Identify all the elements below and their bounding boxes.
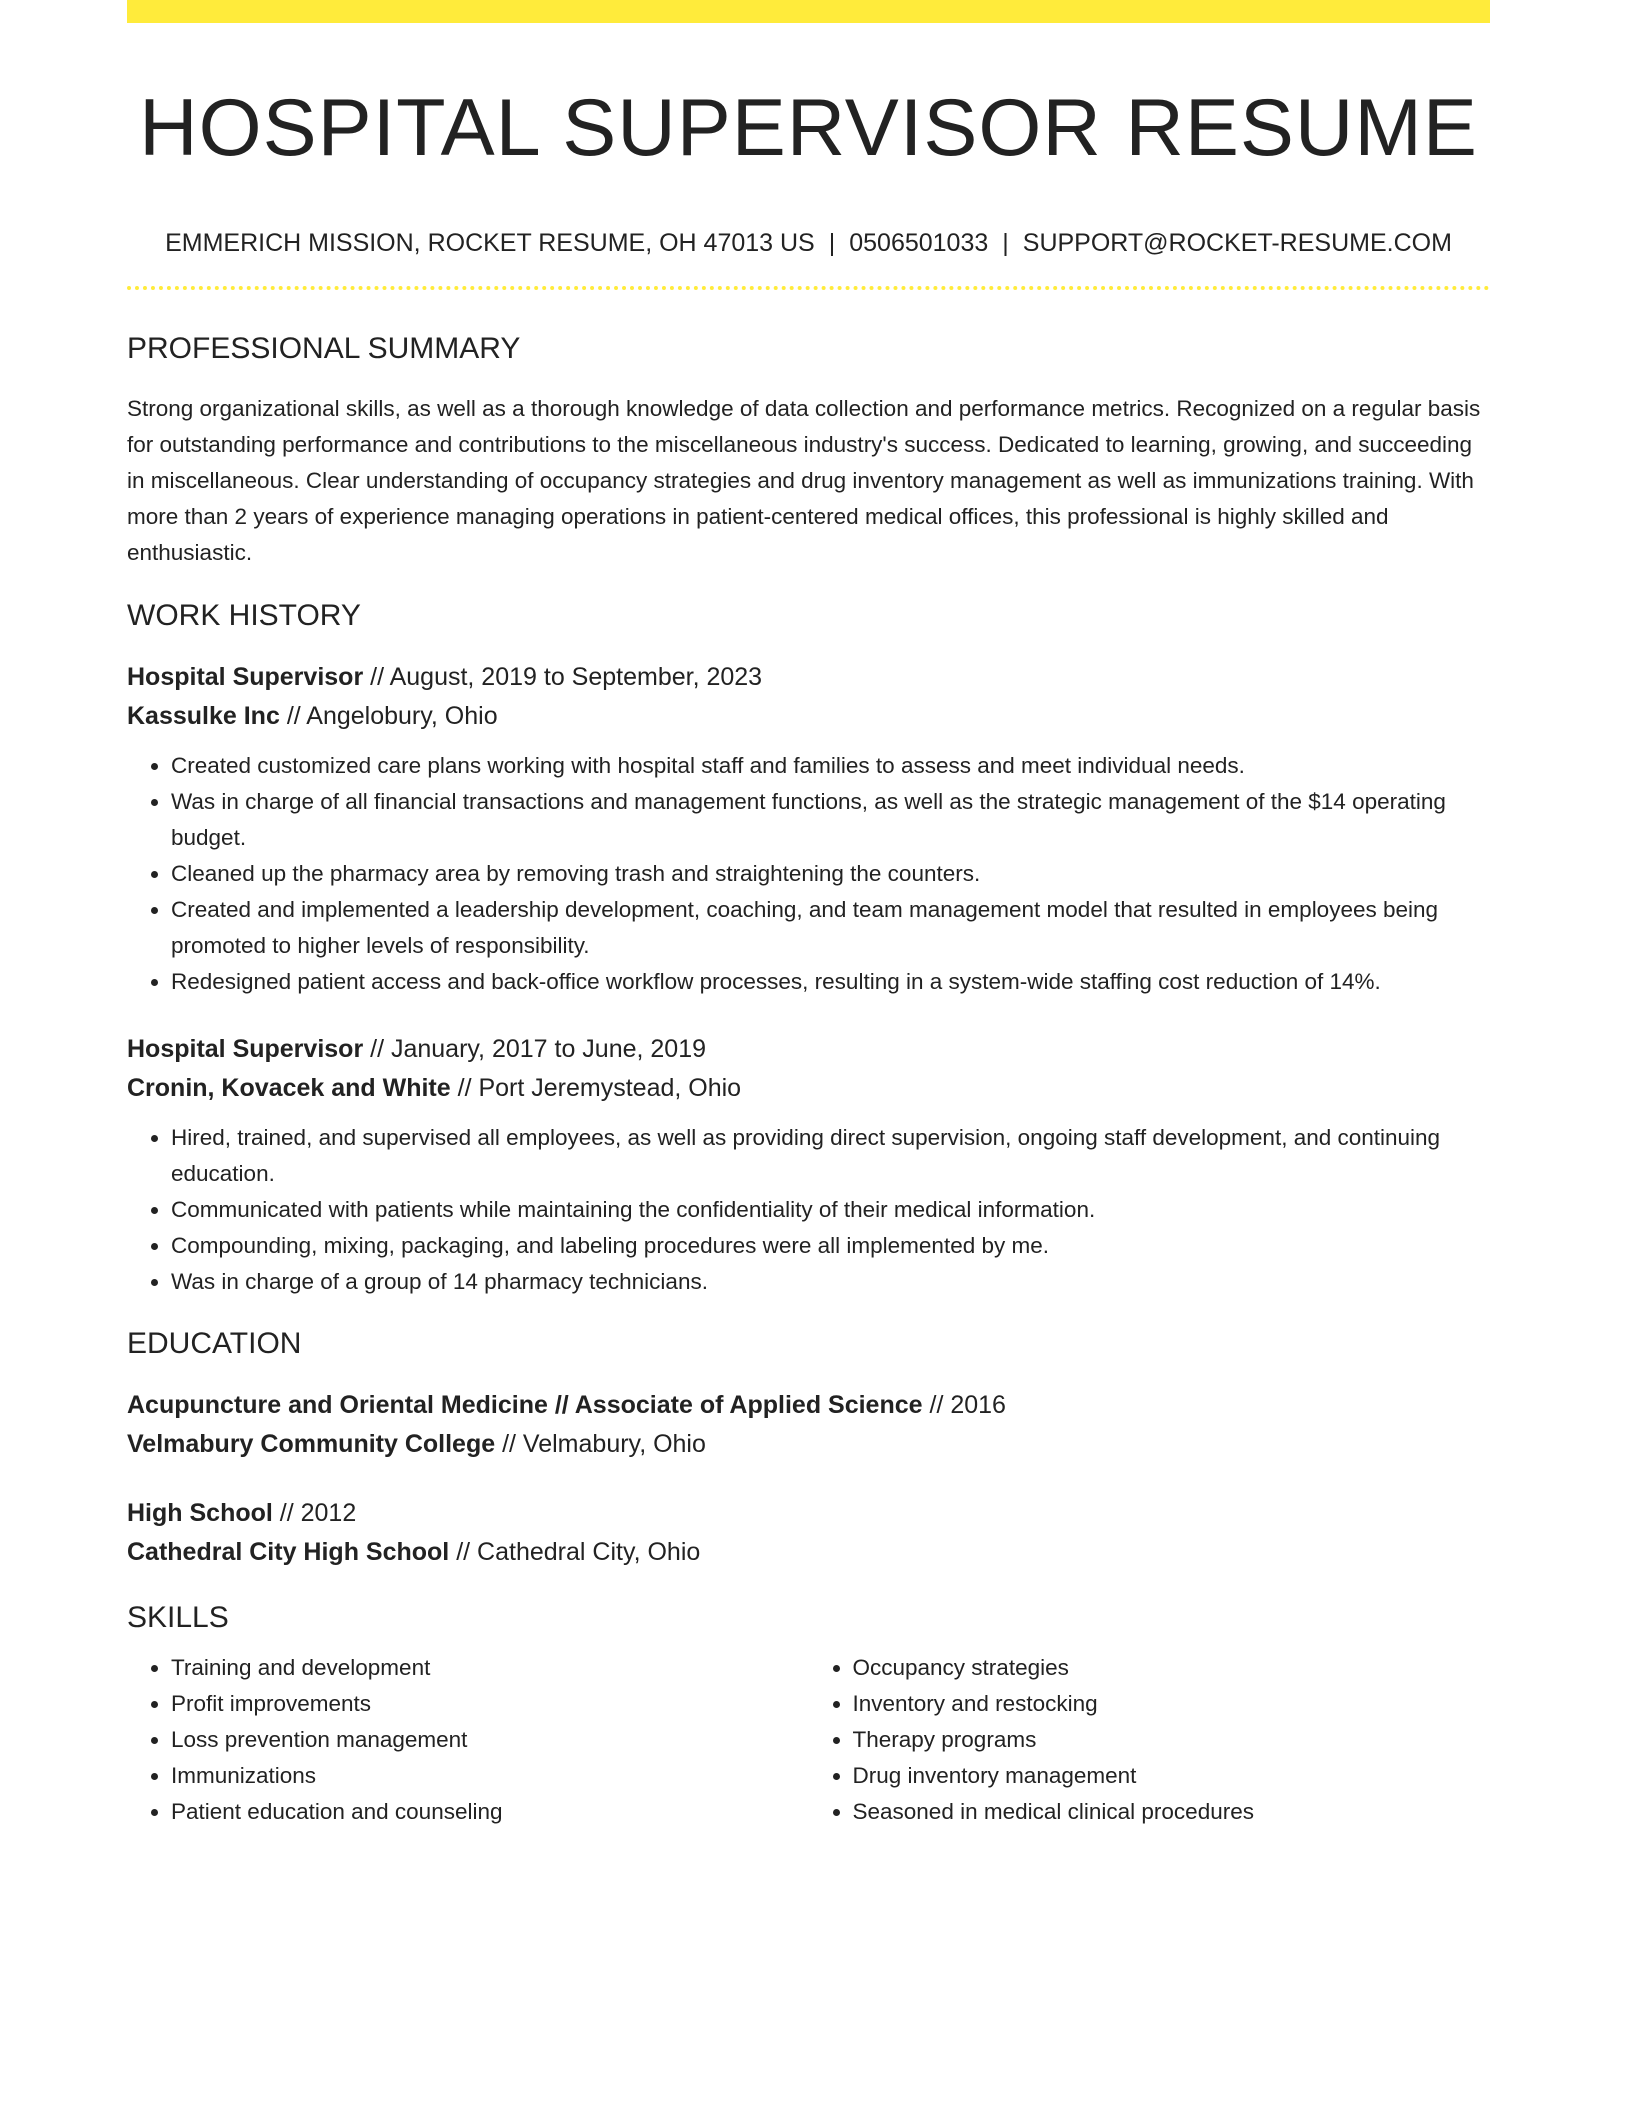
skill-item: • Loss prevention management [171,1722,809,1758]
skills-list-right [809,1650,1491,1830]
education-school: Velmabury Community College [127,1430,496,1458]
skill-item: • Drug inventory management [853,1758,1491,1794]
job-company: Kassulke Inc [127,702,280,730]
education-degree-line [127,1386,1490,1425]
education-degree-line [127,1494,1490,1533]
education-entry [127,1386,1490,1464]
resume-title: HOSPITAL SUPERVISOR RESUME [139,83,1478,173]
job-entry [127,658,1490,1000]
job-title-line [127,1030,1490,1069]
education-entry [127,1494,1490,1572]
skill-item: • Inventory and restocking [853,1686,1491,1722]
work-history-heading: WORK HISTORY [127,599,361,632]
job-bullet: • Hired, trained, and supervised all employees, as well as providing direct supervision, ongoing staff development, and continuing education. [171,1120,1490,1192]
job-title: Hospital Supervisor [127,1035,364,1063]
skills-columns [127,1650,1490,1830]
skill-item: • Training and development [171,1650,809,1686]
summary-text: Strong organizational skills, as well as a thorough knowledge of data collection and performance metrics. Recognized on a regular basis for outstanding performance and contributions to the miscellaneous industry's success. Dedicated to learning, growing, and succeeding in miscellaneous. Clear understanding of occupancy strategies and drug inventory management as well as immunizations training. With more than 2 years of experience managing operations in patient-centered medical offices, this professional is highly skilled and enthusiastic. [127,396,1481,565]
skills-heading: SKILLS [127,1601,229,1634]
job-bullet: • Cleaned up the pharmacy area by removing trash and straightening the counters. [171,856,1490,892]
education-school-line [127,1533,1490,1572]
skill-item: • Occupancy strategies [853,1650,1491,1686]
job-bullet: • Created and implemented a leadership development, coaching, and team management model that resulted in employees being promoted to higher levels of responsibility. [171,892,1490,964]
contact-separator: | [1002,229,1009,257]
education-school: Cathedral City High School [127,1538,450,1566]
education-location: // Cathedral City, Ohio [456,1538,701,1566]
job-location: // Angelobury, Ohio [286,702,498,730]
job-title: Hospital Supervisor [127,663,364,691]
skill-item: • Therapy programs [853,1722,1491,1758]
education-degree: High School [127,1499,273,1527]
job-company-line [127,1069,1490,1108]
job-company: Cronin, Kovacek and White [127,1074,451,1102]
job-entry [127,1030,1490,1300]
job-bullet: • Compounding, mixing, packaging, and labeling procedures were all implemented by me. [171,1228,1490,1264]
job-bullets [127,1120,1490,1300]
job-bullets [127,748,1490,1000]
job-bullet: • Was in charge of all financial transactions and management functions, as well as the strategic management of the $14 operating budget. [171,784,1490,856]
contact-line [127,228,1490,258]
job-bullet: • Redesigned patient access and back-office workflow processes, resulting in a system-wide staffing cost reduction of 14%. [171,964,1490,1000]
education-year: // 2012 [279,1499,357,1527]
education-heading: EDUCATION [127,1327,302,1360]
job-company-line [127,697,1490,736]
skill-item: • Profit improvements [171,1686,809,1722]
dotted-divider [127,286,1490,290]
job-dates: // January, 2017 to June, 2019 [370,1035,707,1063]
skills-list-left [127,1650,809,1830]
summary-heading: PROFESSIONAL SUMMARY [127,332,521,365]
contact-email: SUPPORT@ROCKET-RESUME.COM [1022,229,1452,257]
job-bullet: • Created customized care plans working with hospital staff and families to assess and meet individual needs. [171,748,1490,784]
contact-phone: 0506501033 [849,229,989,257]
job-bullet: • Was in charge of a group of 14 pharmacy technicians. [171,1264,1490,1300]
job-bullet: • Communicated with patients while maintaining the confidentiality of their medical information. [171,1192,1490,1228]
contact-separator: | [828,229,836,257]
job-location: // Port Jeremystead, Ohio [457,1074,742,1102]
skill-item: • Patient education and counseling [171,1794,809,1830]
job-title-line [127,658,1490,697]
resume-content [127,0,1490,1830]
education-location: // Velmabury, Ohio [502,1430,706,1458]
education-school-line [127,1425,1490,1464]
job-dates: // August, 2019 to September, 2023 [370,663,763,691]
skill-item: • Seasoned in medical clinical procedures [853,1794,1491,1830]
skill-item: • Immunizations [171,1758,809,1794]
education-year: // 2016 [929,1391,1006,1419]
education-degree: Acupuncture and Oriental Medicine // Associate of Applied Science [127,1391,923,1419]
contact-address: EMMERICH MISSION, ROCKET RESUME, OH 47013 US [165,229,815,257]
